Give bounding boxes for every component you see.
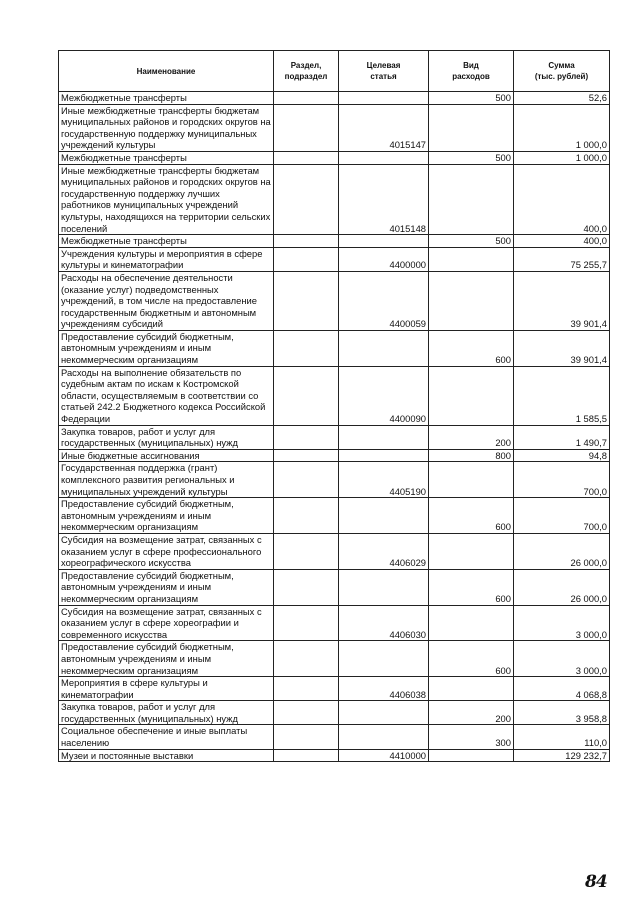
row-section-cell bbox=[274, 569, 339, 605]
row-name-cell: Музеи и постоянные выставки bbox=[59, 749, 274, 762]
row-section-cell bbox=[274, 462, 339, 498]
row-target-cell: 4400090 bbox=[339, 366, 429, 425]
row-name-cell: Иные бюджетные ассигнования bbox=[59, 449, 274, 462]
row-sum-cell: 110,0 bbox=[514, 725, 610, 749]
row-section-cell bbox=[274, 235, 339, 248]
row-sum-cell: 700,0 bbox=[514, 462, 610, 498]
row-section-cell bbox=[274, 533, 339, 569]
row-name-cell: Межбюджетные трансферты bbox=[59, 235, 274, 248]
row-section-cell bbox=[274, 498, 339, 534]
row-sum-cell: 39 901,4 bbox=[514, 271, 610, 330]
row-sum-cell: 129 232,7 bbox=[514, 749, 610, 762]
row-sum-cell: 700,0 bbox=[514, 498, 610, 534]
row-section-cell bbox=[274, 749, 339, 762]
row-section-cell bbox=[274, 605, 339, 641]
row-name-cell: Предоставление субсидий бюджетным, автономным учреждениям и иным некоммерческим организациям bbox=[59, 569, 274, 605]
table-row bbox=[59, 533, 610, 569]
row-section-cell bbox=[274, 641, 339, 677]
row-sum-cell: 39 901,4 bbox=[514, 330, 610, 366]
row-sum-cell: 94,8 bbox=[514, 449, 610, 462]
row-type-cell: 500 bbox=[429, 235, 514, 248]
row-name-cell: Субсидия на возмещение затрат, связанных с оказанием услуг в сфере профессионального хореографического искусства bbox=[59, 533, 274, 569]
row-name-cell: Мероприятия в сфере культуры и кинематографии bbox=[59, 677, 274, 701]
row-type-cell bbox=[429, 677, 514, 701]
table-row bbox=[59, 498, 610, 534]
row-type-cell bbox=[429, 366, 514, 425]
row-type-cell bbox=[429, 749, 514, 762]
row-name-cell: Закупка товаров, работ и услуг для государственных (муниципальных) нужд bbox=[59, 701, 274, 725]
row-section-cell bbox=[274, 247, 339, 271]
row-type-cell bbox=[429, 271, 514, 330]
row-section-cell bbox=[274, 151, 339, 164]
row-target-cell bbox=[339, 425, 429, 449]
row-section-cell bbox=[274, 164, 339, 235]
row-target-cell: 4406038 bbox=[339, 677, 429, 701]
table-row bbox=[59, 449, 610, 462]
budget-table bbox=[58, 50, 610, 762]
table-row bbox=[59, 605, 610, 641]
row-type-cell: 200 bbox=[429, 701, 514, 725]
table-row bbox=[59, 330, 610, 366]
row-name-cell: Закупка товаров, работ и услуг для государственных (муниципальных) нужд bbox=[59, 425, 274, 449]
row-type-cell: 600 bbox=[429, 641, 514, 677]
row-sum-cell: 3 000,0 bbox=[514, 605, 610, 641]
row-type-cell: 300 bbox=[429, 725, 514, 749]
row-name-cell: Расходы на выполнение обязательств по судебным актам по искам к Костромской области, осуществляемым в соответствии со статьей 242.2 Бюджетного кодекса Российской Федерации bbox=[59, 366, 274, 425]
row-type-cell: 800 bbox=[429, 449, 514, 462]
row-target-cell: 4406029 bbox=[339, 533, 429, 569]
row-type-cell: 600 bbox=[429, 330, 514, 366]
row-target-cell bbox=[339, 92, 429, 105]
row-type-cell: 600 bbox=[429, 498, 514, 534]
row-sum-cell: 26 000,0 bbox=[514, 533, 610, 569]
header-sum: Сумма (тыс. рублей) bbox=[514, 51, 610, 92]
table-row bbox=[59, 677, 610, 701]
table-row bbox=[59, 92, 610, 105]
row-sum-cell: 1 490,7 bbox=[514, 425, 610, 449]
row-name-cell: Расходы на обеспечение деятельности (оказание услуг) подведомственных учреждений, в том числе на предоставление государственным бюджетным и автономным учреждениям субсидий bbox=[59, 271, 274, 330]
row-target-cell bbox=[339, 641, 429, 677]
table-row bbox=[59, 164, 610, 235]
header-row bbox=[59, 51, 610, 92]
table-row bbox=[59, 151, 610, 164]
row-target-cell: 4015148 bbox=[339, 164, 429, 235]
row-name-cell: Государственная поддержка (грант) комплексного развития региональных и муниципальных учреждений культуры bbox=[59, 462, 274, 498]
row-target-cell bbox=[339, 235, 429, 248]
row-type-cell bbox=[429, 605, 514, 641]
row-section-cell bbox=[274, 104, 339, 151]
row-section-cell bbox=[274, 701, 339, 725]
row-name-cell: Иные межбюджетные трансферты бюджетам муниципальных районов и городских округов на государственную поддержку лучших работников муниципальных учреждений культуры, находящихся на территории сельских поселений bbox=[59, 164, 274, 235]
row-target-cell: 4410000 bbox=[339, 749, 429, 762]
row-target-cell: 4400059 bbox=[339, 271, 429, 330]
table-row bbox=[59, 235, 610, 248]
header-type: Вид расходов bbox=[429, 51, 514, 92]
row-section-cell bbox=[274, 449, 339, 462]
row-sum-cell: 75 255,7 bbox=[514, 247, 610, 271]
row-type-cell: 500 bbox=[429, 151, 514, 164]
row-sum-cell: 1 000,0 bbox=[514, 104, 610, 151]
header-target: Целевая статья bbox=[339, 51, 429, 92]
row-name-cell: Иные межбюджетные трансферты бюджетам муниципальных районов и городских округов на государственную поддержку муниципальных учреждений культуры bbox=[59, 104, 274, 151]
row-type-cell: 600 bbox=[429, 569, 514, 605]
row-target-cell bbox=[339, 725, 429, 749]
row-type-cell bbox=[429, 104, 514, 151]
row-sum-cell: 400,0 bbox=[514, 164, 610, 235]
row-target-cell bbox=[339, 330, 429, 366]
row-sum-cell: 1 585,5 bbox=[514, 366, 610, 425]
page-number-handwritten: 84 bbox=[585, 872, 607, 892]
table-row bbox=[59, 271, 610, 330]
row-section-cell bbox=[274, 271, 339, 330]
row-target-cell: 4406030 bbox=[339, 605, 429, 641]
row-sum-cell: 3 000,0 bbox=[514, 641, 610, 677]
row-target-cell: 4400000 bbox=[339, 247, 429, 271]
row-target-cell bbox=[339, 701, 429, 725]
row-sum-cell: 400,0 bbox=[514, 235, 610, 248]
row-name-cell: Учреждения культуры и мероприятия в сфере культуры и кинематографии bbox=[59, 247, 274, 271]
table-row bbox=[59, 725, 610, 749]
row-type-cell bbox=[429, 247, 514, 271]
header-section: Раздел, подраздел bbox=[274, 51, 339, 92]
row-type-cell bbox=[429, 462, 514, 498]
row-section-cell bbox=[274, 677, 339, 701]
row-target-cell bbox=[339, 449, 429, 462]
table-row bbox=[59, 701, 610, 725]
row-name-cell: Социальное обеспечение и иные выплаты населению bbox=[59, 725, 274, 749]
table-row bbox=[59, 366, 610, 425]
row-section-cell bbox=[274, 92, 339, 105]
row-type-cell bbox=[429, 533, 514, 569]
row-target-cell bbox=[339, 569, 429, 605]
row-target-cell bbox=[339, 498, 429, 534]
row-section-cell bbox=[274, 366, 339, 425]
row-target-cell: 4015147 bbox=[339, 104, 429, 151]
row-name-cell: Предоставление субсидий бюджетным, автономным учреждениям и иным некоммерческим организациям bbox=[59, 641, 274, 677]
row-type-cell: 500 bbox=[429, 92, 514, 105]
row-sum-cell: 3 958,8 bbox=[514, 701, 610, 725]
row-sum-cell: 4 068,8 bbox=[514, 677, 610, 701]
row-type-cell bbox=[429, 164, 514, 235]
row-sum-cell: 1 000,0 bbox=[514, 151, 610, 164]
row-name-cell: Межбюджетные трансферты bbox=[59, 92, 274, 105]
row-target-cell: 4405190 bbox=[339, 462, 429, 498]
table-row bbox=[59, 104, 610, 151]
row-section-cell bbox=[274, 725, 339, 749]
table-row bbox=[59, 425, 610, 449]
row-target-cell bbox=[339, 151, 429, 164]
row-section-cell bbox=[274, 425, 339, 449]
row-name-cell: Предоставление субсидий бюджетным, автономным учреждениям и иным некоммерческим организациям bbox=[59, 330, 274, 366]
row-name-cell: Субсидия на возмещение затрат, связанных с оказанием услуг в сфере хореографии и современного искусства bbox=[59, 605, 274, 641]
table-row bbox=[59, 641, 610, 677]
row-sum-cell: 26 000,0 bbox=[514, 569, 610, 605]
row-section-cell bbox=[274, 330, 339, 366]
header-name: Наименование bbox=[59, 51, 274, 92]
table-row bbox=[59, 749, 610, 762]
row-sum-cell: 52,6 bbox=[514, 92, 610, 105]
table-row bbox=[59, 462, 610, 498]
table-row bbox=[59, 247, 610, 271]
row-name-cell: Межбюджетные трансферты bbox=[59, 151, 274, 164]
table-row bbox=[59, 569, 610, 605]
row-name-cell: Предоставление субсидий бюджетным, автономным учреждениям и иным некоммерческим организациям bbox=[59, 498, 274, 534]
row-type-cell: 200 bbox=[429, 425, 514, 449]
